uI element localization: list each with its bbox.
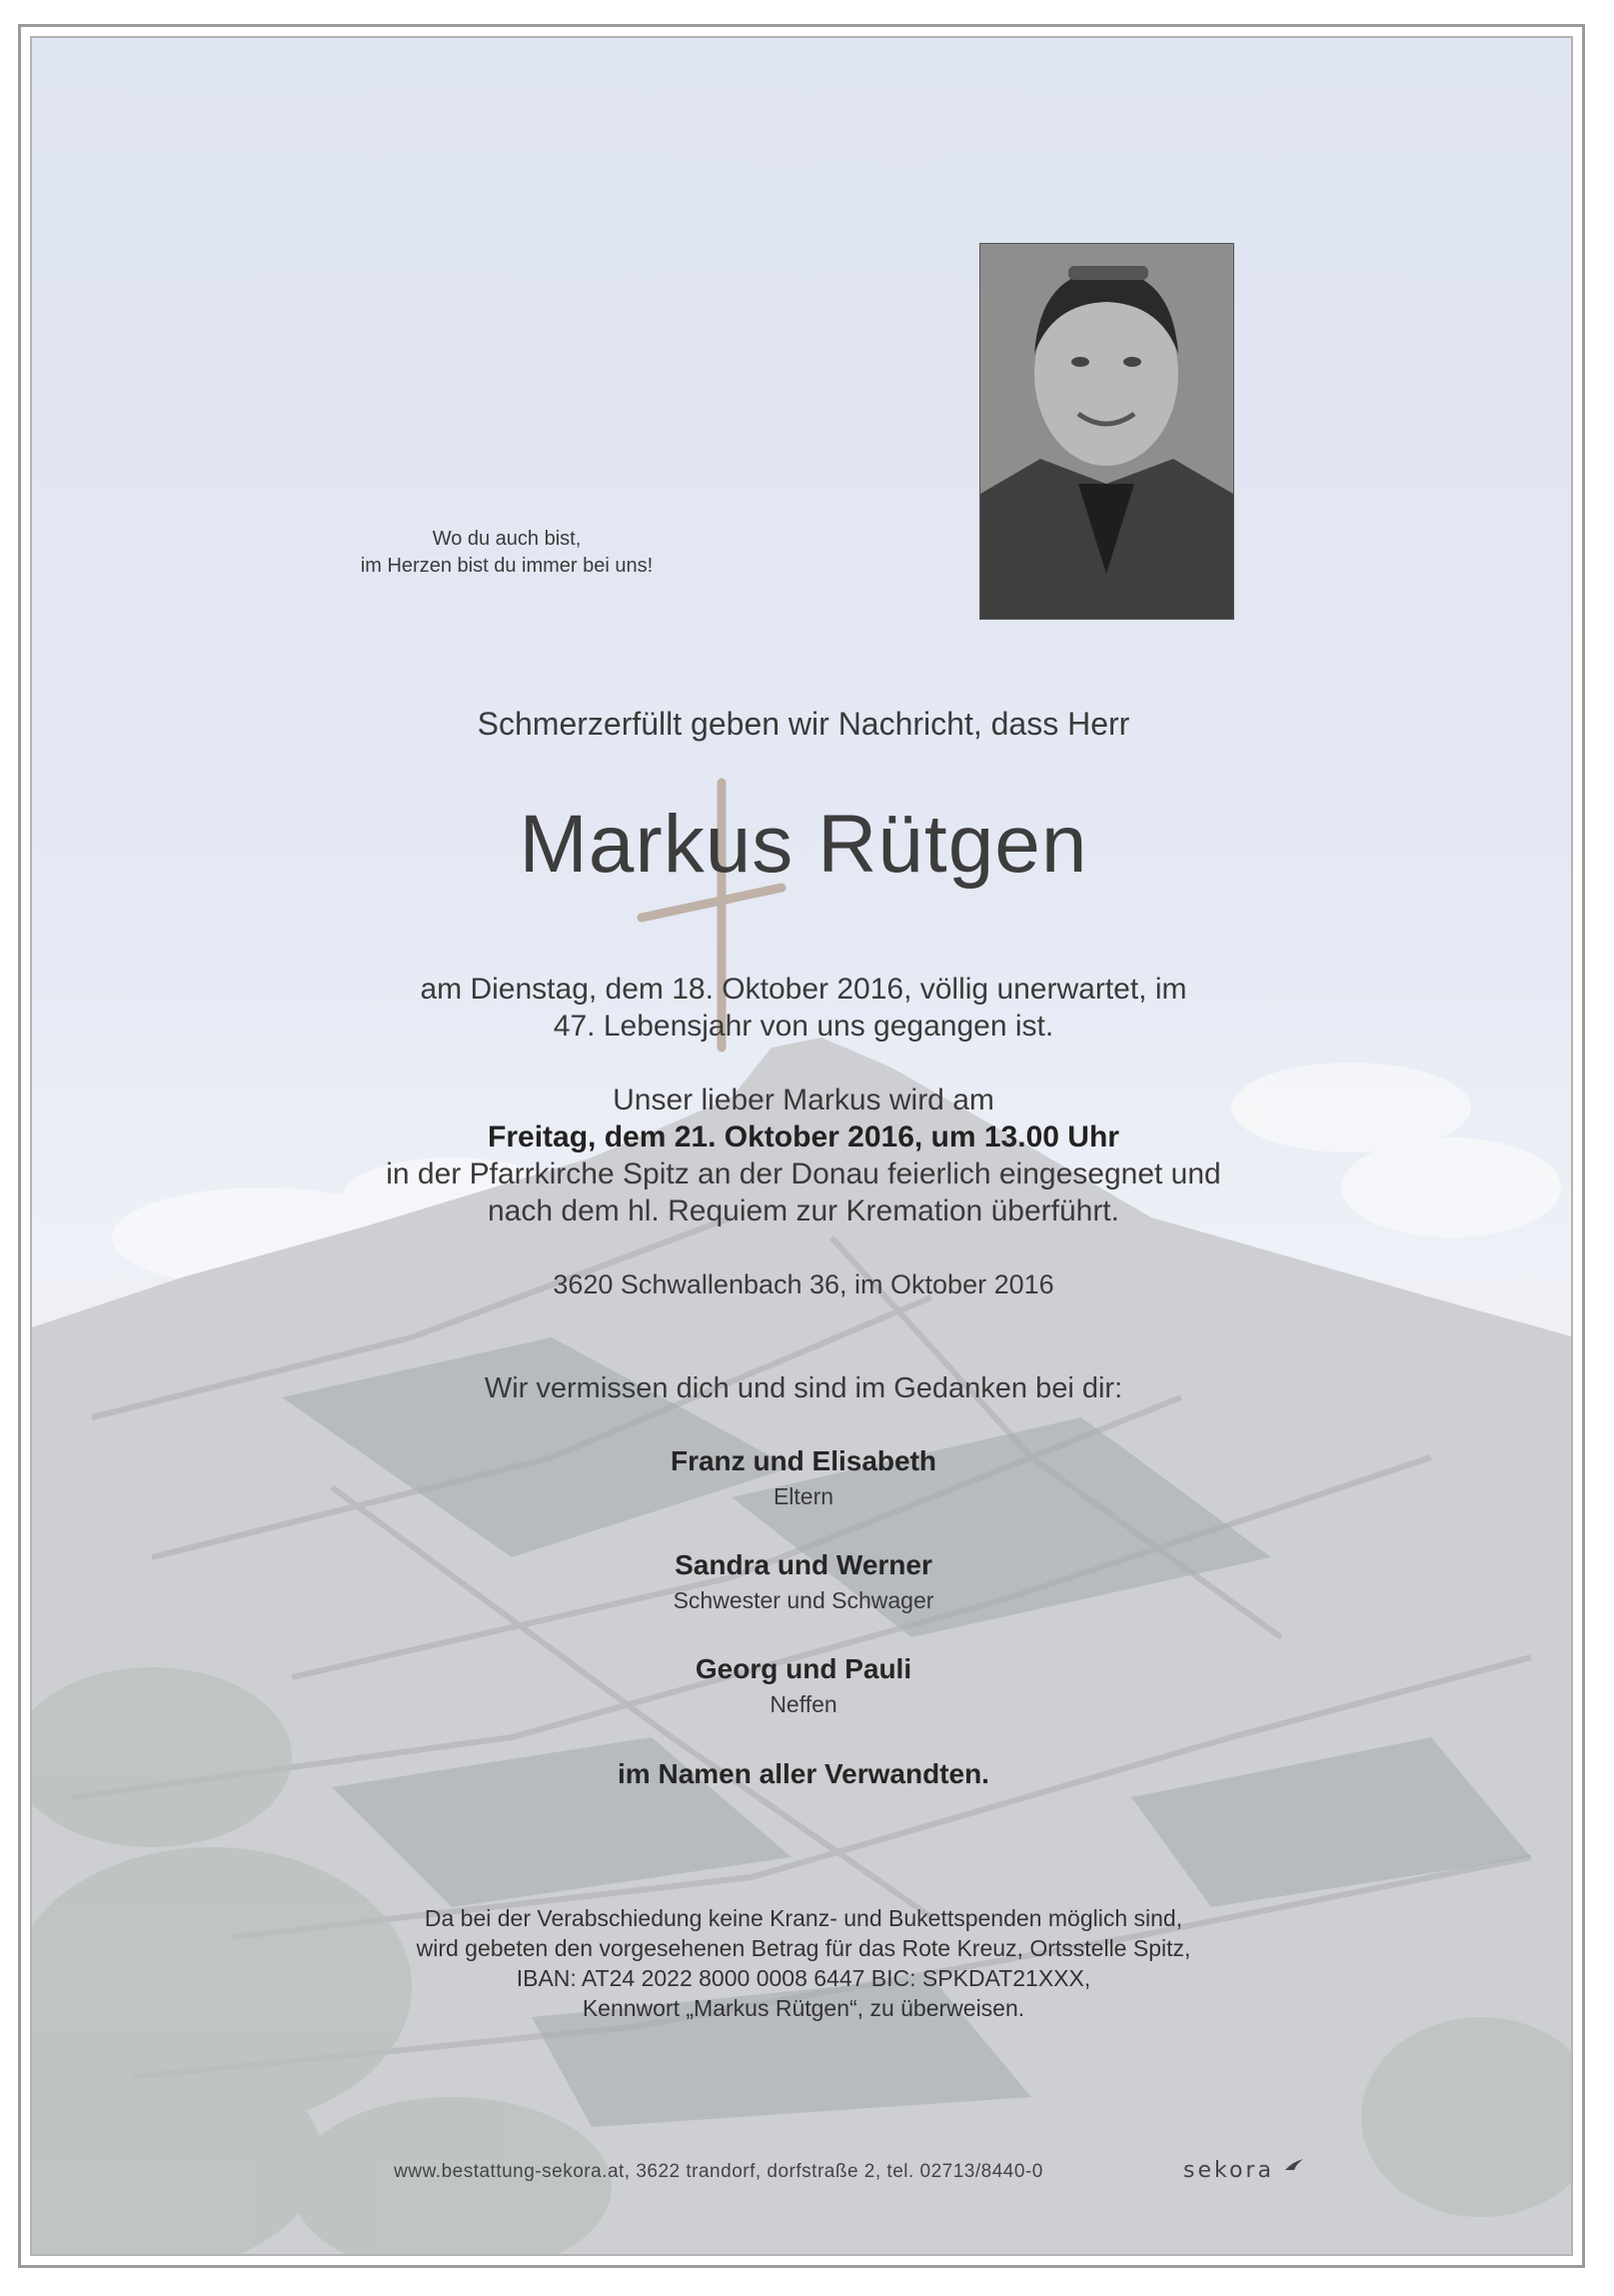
closing-line: im Namen aller Verwandten. bbox=[618, 1758, 989, 1789]
mourner-name: Georg und Pauli bbox=[695, 1653, 912, 1684]
place-date: 3620 Schwallenbach 36, im Oktober 2016 bbox=[553, 1269, 1054, 1299]
deceased-name: Markus Rütgen bbox=[519, 799, 1088, 890]
ceremony-line: in der Pfarrkirche Spitz an der Donau feierlich eingesegnet und bbox=[386, 1157, 1221, 1190]
donation-line: wird gebeten den vorgesehenen Betrag für das Rote Kreuz, Ortsstelle Spitz, bbox=[416, 1935, 1191, 1961]
motto-line: Wo du auch bist, bbox=[432, 528, 582, 550]
logo-text: sekora bbox=[1183, 2158, 1274, 2183]
donation-line: Da bei der Verabschiedung keine Kranz- und Bukettspenden möglich sind, bbox=[424, 1905, 1183, 1931]
death-line: am Dienstag, dem 18. Oktober 2016, völlig unerwartet, im bbox=[420, 973, 1187, 1006]
notice-page bbox=[30, 36, 1573, 2256]
mourner-role: Schwester und Schwager bbox=[673, 1587, 934, 1613]
portrait-photo bbox=[979, 243, 1234, 620]
mourner-role: Eltern bbox=[773, 1483, 834, 1509]
mourner-role: Neffen bbox=[770, 1691, 837, 1717]
death-line: 47. Lebensjahr von uns gegangen ist. bbox=[553, 1010, 1054, 1043]
donation-line: Kennwort „Markus Rütgen“, zu überweisen. bbox=[582, 1995, 1025, 2021]
ceremony-line: Unser lieber Markus wird am bbox=[613, 1084, 994, 1117]
announcement-intro: Schmerzerfüllt geben wir Nachricht, dass Herr bbox=[477, 706, 1130, 742]
ceremony-line: nach dem hl. Requiem zur Kremation überführt. bbox=[488, 1194, 1119, 1227]
motto-line: im Herzen bist du immer bei uns! bbox=[360, 555, 654, 577]
donation-line: IBAN: AT24 2022 8000 0008 6447 BIC: SPKDAT21XXX, bbox=[516, 1965, 1091, 1991]
sekora-logo bbox=[1183, 2158, 1304, 2183]
mourner-name: Sandra und Werner bbox=[675, 1549, 932, 1580]
mourners-intro: Wir vermissen dich und sind im Gedanken bei dir: bbox=[484, 1372, 1123, 1404]
mourner-name: Franz und Elisabeth bbox=[670, 1445, 937, 1476]
motto-quote bbox=[352, 526, 662, 580]
bird-icon bbox=[1284, 2158, 1304, 2172]
footer-contact: www.bestattung-sekora.at, 3622 trandorf, dorfstraße 2, tel. 02713/8440-0 bbox=[394, 2161, 1043, 2182]
portrait-figure bbox=[980, 244, 1233, 619]
ceremony-date: Freitag, dem 21. Oktober 2016, um 13.00 Uhr bbox=[488, 1121, 1119, 1153]
